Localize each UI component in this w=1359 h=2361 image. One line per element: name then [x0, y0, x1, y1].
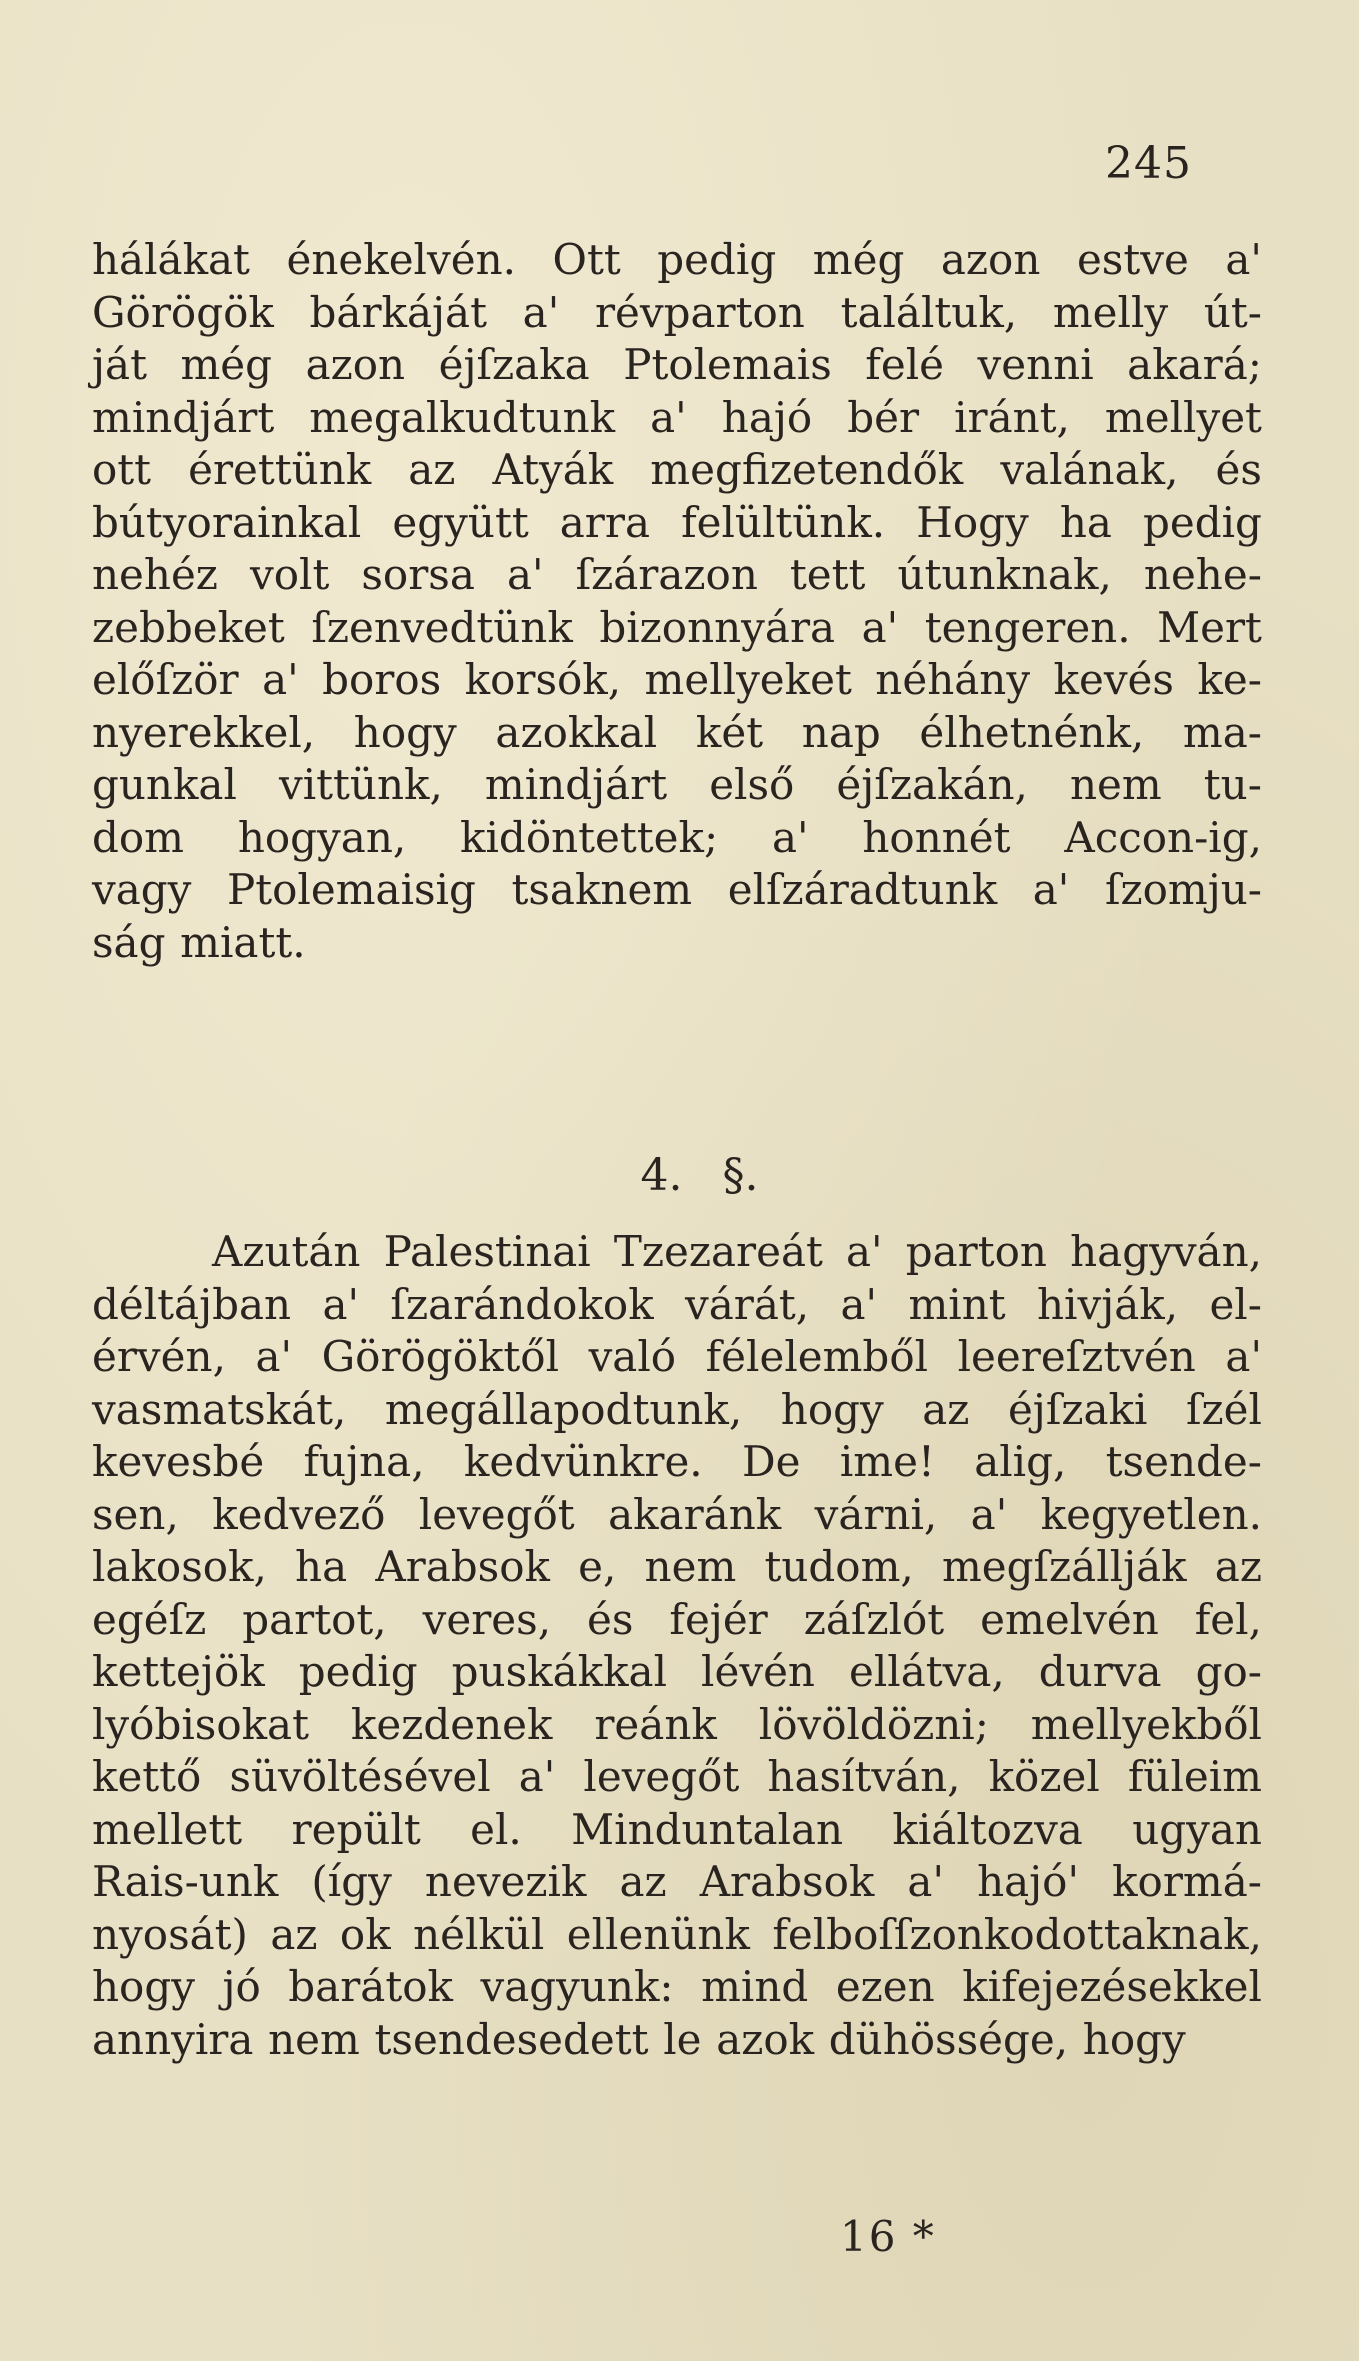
word: érvén,: [92, 1332, 226, 1381]
word: vittünk,: [279, 760, 443, 809]
word: a': [861, 602, 899, 652]
text-line: [92, 812, 1262, 865]
word: hogy: [353, 707, 457, 757]
word: félelemből: [705, 1332, 929, 1381]
text-line: [92, 602, 1262, 655]
word: hajó': [977, 1857, 1080, 1906]
word: mellyekből: [1030, 1699, 1262, 1749]
word: énekelvén.: [286, 235, 516, 284]
paragraph-1: [92, 234, 1262, 969]
word: vasmatskát,: [92, 1384, 347, 1434]
word: reánk: [594, 1699, 717, 1749]
word: melly: [1052, 287, 1169, 337]
word: el.: [470, 1804, 522, 1854]
word: dühössége,: [828, 2014, 1069, 2064]
word: bútyorainkal: [92, 497, 362, 547]
word: mellett: [92, 1804, 243, 1854]
word: hasítván,: [767, 1752, 961, 1801]
word: Arabsok: [375, 1542, 550, 1591]
word: kedvező: [212, 1489, 386, 1539]
word: ſzenvedtünk: [311, 602, 573, 652]
text-line: [92, 549, 1262, 602]
word: Görögök: [92, 287, 274, 337]
word: puskákkal: [451, 1647, 668, 1696]
text-line: [92, 864, 1262, 917]
word: a': [262, 655, 299, 704]
text-line: [92, 1961, 1262, 2014]
word: lövöldözni;: [758, 1699, 989, 1749]
word: ság: [92, 917, 166, 967]
word: sen,: [92, 1489, 179, 1539]
text-line: [92, 1646, 1262, 1699]
word: mint: [908, 1279, 1006, 1329]
word: Azután: [212, 1227, 361, 1276]
text-line: [92, 1226, 1262, 1279]
word: kidöntettek;: [460, 812, 719, 862]
word: parton: [905, 1227, 1047, 1276]
word: volt: [250, 550, 330, 599]
word: hajó: [721, 392, 813, 442]
section-symbol: §.: [722, 1150, 759, 1201]
word: go-: [1195, 1647, 1262, 1696]
word: akará;: [1127, 340, 1262, 389]
word: kettő: [92, 1752, 202, 1801]
word: déltájban: [92, 1279, 292, 1329]
page-number: 245: [1105, 138, 1192, 189]
word: a': [840, 1279, 878, 1329]
word: hivják,: [1037, 1279, 1179, 1329]
word: kedvünkre.: [463, 1437, 703, 1486]
word: boros: [322, 655, 442, 704]
text-line: [92, 2014, 1262, 2067]
word: nyosát): [92, 1909, 248, 1959]
word: ha: [295, 1542, 348, 1591]
word: nyerekkel,: [92, 707, 316, 757]
text-line: [92, 1384, 1262, 1437]
text-line: [92, 654, 1262, 707]
word: mind: [701, 1962, 809, 2011]
text-line: [92, 759, 1262, 812]
word: azon: [940, 235, 1041, 284]
word: a': [518, 1752, 556, 1801]
word: éjſzakán,: [836, 760, 1028, 809]
word: ellenünk: [566, 1909, 750, 1959]
word: Mert: [1157, 602, 1262, 652]
word: ſzarándokok: [390, 1279, 654, 1329]
word: arra: [559, 497, 650, 547]
word: hogyan,: [237, 812, 407, 862]
word: felé: [865, 340, 944, 389]
word: Tzezareát: [613, 1227, 823, 1276]
word: és: [1215, 445, 1262, 494]
word: leereſztvén: [957, 1332, 1196, 1381]
word: a': [255, 1332, 293, 1381]
word: el-: [1209, 1279, 1262, 1329]
word: Atyák: [492, 445, 614, 494]
word: ezen: [835, 1962, 935, 2011]
word: a': [506, 550, 544, 599]
text-line: [92, 1594, 1262, 1647]
text-line: [92, 1804, 1262, 1857]
word: lakosok,: [92, 1542, 267, 1591]
word: az: [1214, 1542, 1262, 1591]
word: záſzlót: [803, 1594, 945, 1644]
word: (így: [311, 1857, 392, 1906]
word: hagyván,: [1070, 1227, 1262, 1276]
word: lyóbisokat: [92, 1699, 309, 1749]
word: nehe-: [1143, 550, 1262, 599]
word: tsendesedett: [374, 2014, 649, 2064]
text-line: [92, 392, 1262, 445]
word: mindjárt: [484, 760, 668, 809]
word: e,: [578, 1542, 617, 1591]
word: fel,: [1194, 1594, 1262, 1644]
text-line: [92, 497, 1262, 550]
word: kegyetlen.: [1040, 1489, 1262, 1539]
word: nap: [801, 707, 881, 757]
word: az: [270, 1909, 318, 1959]
word: nem: [1069, 760, 1162, 809]
text-line: [92, 287, 1262, 340]
word: kezdenek: [350, 1699, 553, 1749]
text-line: [92, 444, 1262, 497]
word: levegőt: [418, 1489, 575, 1539]
word: ime!: [839, 1437, 935, 1486]
word: kormá-: [1112, 1857, 1262, 1906]
text-line: [92, 1699, 1262, 1752]
word: hogy: [1082, 2014, 1186, 2064]
word: barátok: [288, 1962, 453, 2011]
word: a': [1032, 865, 1070, 914]
word: megſzállják: [941, 1542, 1187, 1591]
word: a': [771, 812, 809, 862]
word: ját: [92, 340, 147, 389]
word: a': [907, 1857, 944, 1906]
word: ugyan: [1132, 1804, 1262, 1854]
word: még: [180, 340, 273, 389]
word: korsók,: [464, 655, 622, 704]
word: azon: [305, 340, 406, 389]
word: tett: [789, 550, 866, 599]
word: a': [970, 1489, 1008, 1539]
text-line: [92, 917, 1262, 970]
word: Ptolemaisig: [226, 865, 476, 914]
text-line: [92, 339, 1262, 392]
word: élhetnénk,: [919, 707, 1145, 757]
word: a': [322, 1279, 360, 1329]
word: kiáltozva: [892, 1804, 1083, 1854]
word: és: [587, 1594, 634, 1644]
word: alig,: [974, 1437, 1067, 1486]
word: Rais-unk: [92, 1857, 279, 1906]
word: veres,: [422, 1594, 552, 1644]
word: lévén: [701, 1647, 815, 1696]
word: ſzél: [1185, 1384, 1262, 1434]
word: várni,: [814, 1489, 938, 1539]
word: a': [650, 392, 687, 442]
word: gunkal: [92, 760, 237, 809]
word: zebbeket: [92, 602, 285, 652]
word: pedig: [657, 235, 777, 284]
word: útunknak,: [897, 550, 1112, 599]
word: megállapodtunk,: [384, 1384, 743, 1434]
word: repült: [291, 1804, 421, 1854]
word: hogy: [92, 1962, 195, 2011]
word: durva: [1038, 1647, 1162, 1696]
word: miatt.: [180, 917, 306, 967]
word: ma-: [1182, 707, 1262, 757]
word: pedig: [298, 1647, 418, 1696]
word: a': [1225, 1332, 1262, 1381]
word: akaránk: [608, 1489, 782, 1539]
word: Hogy: [916, 497, 1029, 547]
word: ke-: [1197, 655, 1262, 704]
text-line: [92, 1331, 1262, 1384]
word: nehéz: [92, 550, 218, 599]
word: mindjárt: [92, 392, 275, 442]
word: bér: [847, 392, 920, 442]
paragraph-2: [92, 1226, 1262, 2066]
word: füleim: [1127, 1752, 1262, 1801]
word: tengeren.: [924, 602, 1131, 652]
word: Ptolemais: [623, 340, 832, 389]
word: nem: [644, 1542, 737, 1591]
word: első: [709, 760, 795, 809]
word: ſzomju-: [1104, 865, 1262, 914]
word: emelvén: [980, 1594, 1159, 1644]
text-line: [92, 1856, 1262, 1909]
text-line: [92, 1279, 1262, 1332]
word: pedig: [1142, 497, 1262, 547]
word: ſzárazon: [575, 550, 758, 599]
word: nevezik: [424, 1857, 587, 1906]
word: kevés: [1053, 655, 1174, 704]
word: várát,: [685, 1279, 810, 1329]
word: felboſſzonkodottaknak,: [772, 1909, 1262, 1959]
text-line: [92, 707, 1262, 760]
word: fejér: [669, 1594, 768, 1644]
word: felültünk.: [681, 497, 886, 547]
word: nélkül: [413, 1909, 545, 1959]
word: közel: [988, 1752, 1100, 1801]
word: valának,: [1000, 445, 1179, 494]
text-line: [92, 1909, 1262, 1962]
word: jó: [222, 1962, 261, 2011]
word: Minduntalan: [571, 1804, 844, 1854]
word: együtt: [392, 497, 529, 547]
word: megfizetendők: [650, 445, 964, 494]
word: süvöltésével: [229, 1752, 491, 1801]
word: honnét: [862, 812, 1011, 862]
section-heading: [0, 1150, 1359, 1201]
word: Accon-ig,: [1064, 812, 1262, 862]
word: való: [588, 1332, 677, 1381]
word: dom: [92, 812, 184, 862]
word: Ott: [552, 235, 621, 284]
word: vagy: [92, 865, 192, 914]
word: megalkudtunk: [309, 392, 616, 442]
word: egéſz: [92, 1594, 207, 1644]
text-line: [92, 1489, 1262, 1542]
word: nem: [268, 2014, 360, 2064]
word: estve: [1076, 235, 1189, 284]
word: kevesbé: [92, 1437, 265, 1486]
word: le: [663, 2014, 702, 2064]
word: még: [812, 235, 905, 284]
word: fujna,: [303, 1437, 425, 1486]
word: De: [742, 1437, 801, 1486]
word: venni: [977, 340, 1094, 389]
word: a': [522, 287, 560, 337]
word: iránt,: [954, 392, 1070, 442]
text-line: [92, 1541, 1262, 1594]
word: néhány: [875, 655, 1031, 704]
printer-signature-mark: 16 *: [840, 2212, 936, 2261]
word: találtuk,: [840, 287, 1018, 337]
word: ok: [339, 1909, 391, 1959]
word: az: [922, 1384, 970, 1434]
text-line: [92, 234, 1262, 287]
word: vagyunk:: [480, 1962, 674, 2011]
word: éjſzaki: [1007, 1384, 1148, 1434]
word: ellátva,: [848, 1647, 1005, 1696]
text-line: [92, 1751, 1262, 1804]
word: a': [846, 1227, 883, 1276]
word: annyira: [92, 2014, 254, 2064]
word: révparton: [594, 287, 805, 337]
word: hogy: [780, 1384, 884, 1434]
word: tsende-: [1105, 1437, 1262, 1486]
word: mellyet: [1104, 392, 1262, 442]
word: Görögöktől: [321, 1332, 560, 1381]
word: tudom,: [764, 1542, 914, 1591]
text-line: [92, 1436, 1262, 1489]
word: érettünk: [188, 445, 372, 494]
section-number: 4.: [640, 1150, 683, 1201]
word: éjſzaka: [438, 340, 590, 389]
word: tsaknem: [511, 865, 693, 914]
word: ha: [1059, 497, 1112, 547]
word: sorsa: [361, 550, 475, 599]
word: út-: [1203, 287, 1262, 337]
word: kifejezésekkel: [962, 1962, 1262, 2011]
word: ott: [92, 445, 152, 494]
word: azok: [716, 2014, 815, 2064]
word: levegőt: [583, 1752, 740, 1801]
word: partot,: [242, 1594, 387, 1644]
word: az: [619, 1857, 667, 1906]
word: hálákat: [92, 235, 250, 284]
word: két: [695, 707, 764, 757]
word: tu-: [1203, 760, 1262, 809]
word: bizonnyára: [599, 602, 836, 652]
word: bárkáját: [309, 287, 487, 337]
word: az: [408, 445, 456, 494]
word: kettejök: [92, 1647, 265, 1696]
word: mellyeket: [644, 655, 852, 704]
word: Palestinai: [383, 1227, 591, 1276]
word: azokkal: [495, 707, 658, 757]
word: elſzáradtunk: [727, 865, 998, 914]
word: előſzör: [92, 655, 239, 704]
word: a': [1225, 235, 1262, 284]
word: Arabsok: [699, 1857, 875, 1906]
